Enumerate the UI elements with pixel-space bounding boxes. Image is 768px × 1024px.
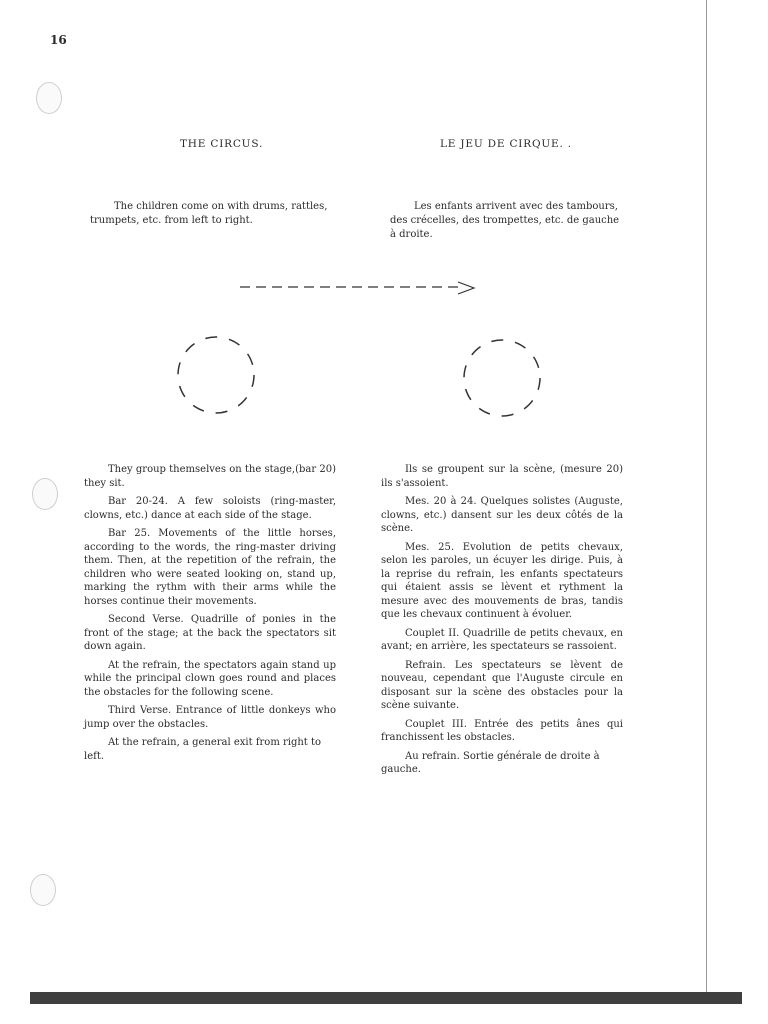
french-intro-text: Les enfants arrivent avec des tambours, des crécelles, des trompettes, etc. de gauche à droite. [390,201,620,240]
english-paragraph: Bar 20-24. A few soloists (ring-master, clowns, etc.) dance at each side of the stage. [84,496,336,521]
french-paragraph: Refrain. Les spectateurs se lèvent de nouveau, cependant que l'Auguste circule en disposant sur la scène des obstacles pour la scène suivante. [381,659,623,711]
english-paragraph: Second Verse. Quadrille of ponies in the front of the stage; at the back the spectators sit down again. [84,614,336,652]
french-paragraph: Au refrain. Sortie générale de droite à gauche. [381,750,600,775]
french-paragraph: Ils se groupent sur la scène, (mesure 20) ils s'assoient. [381,464,623,489]
french-column [381,463,623,782]
dashed-arrow-right-icon [240,282,474,294]
english-title: THE CIRCUS. [180,138,264,150]
french-title: LE JEU DE CIRQUE. . [440,138,572,150]
french-paragraph: Mes. 20 à 24. Quelques solistes (Auguste, clowns, etc.) dansent sur les deux côtés de la scène. [381,496,623,534]
page-number: 16 [50,33,67,47]
english-paragraph: Third Verse. Entrance of little donkeys who jump over the obstacles. [84,705,336,730]
english-column [84,463,336,768]
french-paragraph: Couplet II. Quadrille de petits chevaux, en avant; en arrière, les spectateurs se rassoient. [381,627,623,652]
french-paragraph: Mes. 25. Evolution de petits chevaux, selon les paroles, un écuyer les dirige. Puis, à la reprise du refrain, les enfants spectateurs qui étaient assis se lèvent et rythment la mesure avec des mouvements de bras, tandis que les chevaux continuent à évoluer. [381,541,623,620]
english-paragraph: They group themselves on the stage,(bar 20) they sit. [84,464,336,489]
english-intro-text: The children come on with drums, rattles, trumpets, etc. from left to right. [90,201,328,226]
english-paragraph: At the refrain, a general exit from right to left. [84,737,322,762]
dashed-circle-icon-right [464,340,540,416]
english-paragraph: At the refrain, the spectators again stand up while the principal clown goes round and places the obstacles for the following scene. [84,659,336,698]
english-paragraph: Bar 25. Movements of the little horses, according to the words, the ring-master driving them. Then, at the repetition of the refrain, the children who were seated looking on, stand up, marking the rythm with their arms while the horses continue their movements. [84,528,336,607]
dashed-circle-icon-left [178,337,254,413]
french-paragraph: Couplet III. Entrée des petits ânes qui franchissent les obstacles. [381,718,623,743]
scan-bottom-bar [30,992,742,1004]
